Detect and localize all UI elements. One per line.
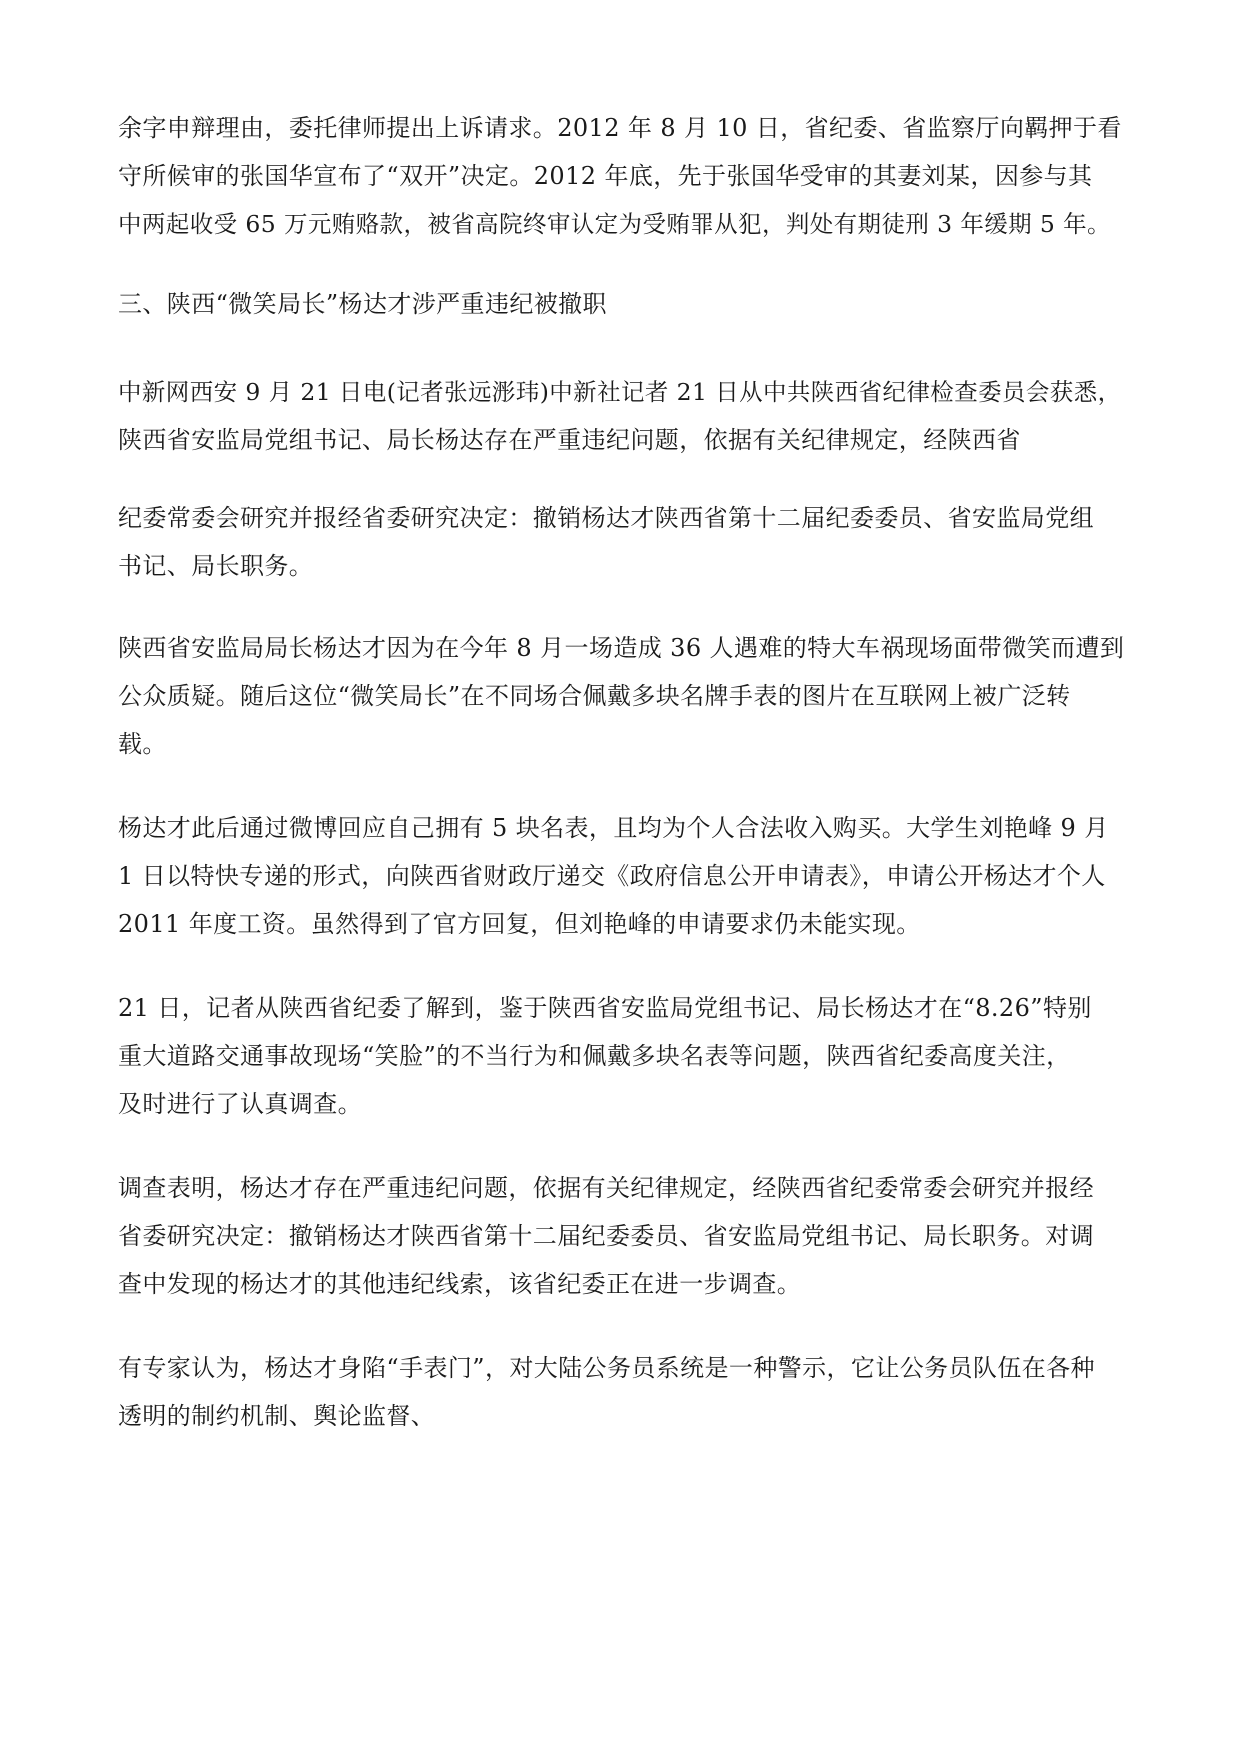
text-line: 调查表明，杨达才存在严重违纪问题，依据有关纪律规定，经陕西省纪委常委会研究并报经	[118, 1174, 1094, 1202]
text-line: 杨达才此后通过微博回应自己拥有 5 块名表，且均为个人合法收入购买。大学生刘艳峰 9 月	[118, 814, 1109, 842]
paragraph-decision	[118, 494, 1128, 590]
paragraph-findings	[118, 1164, 1128, 1308]
text-line: 书记、局长职务。	[118, 552, 314, 580]
text-line: 陕西省安监局党组书记、局长杨达存在严重违纪问题，依据有关纪律规定，经陕西省	[118, 426, 1021, 454]
paragraph-smile-controversy	[118, 624, 1128, 768]
heading-text: 三、陕西“微笑局长”杨达才涉严重违纪被撤职	[118, 290, 607, 318]
text-line: 余字申辩理由，委托律师提出上诉请求。2012 年 8 月 10 日，省纪委、省监察厅向羁押于看	[118, 114, 1122, 142]
text-line: 查中发现的杨达才的其他违纪线索，该省纪委正在进一步调查。	[118, 1270, 802, 1298]
paragraph-investigation	[118, 984, 1128, 1128]
paragraph-watches-response	[118, 804, 1128, 948]
paragraph-expert-view	[118, 1344, 1128, 1440]
text-line: 载。	[118, 730, 167, 758]
text-line: 省委研究决定：撤销杨达才陕西省第十二届纪委委员、省安监局党组书记、局长职务。对调	[118, 1222, 1094, 1250]
text-line: 2011 年度工资。虽然得到了官方回复，但刘艳峰的申请要求仍未能实现。	[118, 910, 921, 938]
text-line: 透明的制约机制、舆论监督、	[118, 1402, 436, 1430]
text-line: 有专家认为，杨达才身陷“手表门”，对大陆公务员系统是一种警示，它让公务员队伍在各种	[118, 1354, 1095, 1382]
text-line: 陕西省安监局局长杨达才因为在今年 8 月一场造成 36 人遇难的特大车祸现场面带微笑而遭到	[118, 634, 1125, 662]
section-heading	[118, 280, 1128, 328]
text-line: 21 日，记者从陕西省纪委了解到，鉴于陕西省安监局党组书记、局长杨达才在“8.26”特别	[118, 994, 1092, 1022]
text-line: 中新网西安 9 月 21 日电(记者张远浵玮)中新社记者 21 日从中共陕西省纪律检查委员会获悉，	[118, 378, 1122, 406]
text-line: 中两起收受 65 万元贿赂款，被省高院终审认定为受贿罪从犯，判处有期徒刑 3 年缓期 5 年。	[118, 210, 1111, 238]
text-line: 重大道路交通事故现场“笑脸”的不当行为和佩戴多块名表等问题，陕西省纪委高度关注，	[118, 1042, 1071, 1070]
text-line: 守所候审的张国华宣布了“双开”决定。2012 年底，先于张国华受审的其妻刘某，因参与其	[118, 162, 1093, 190]
text-line: 及时进行了认真调查。	[118, 1090, 362, 1118]
text-line: 1 日以特快专递的形式，向陕西省财政厅递交《政府信息公开申请表》，申请公开杨达才个人	[118, 862, 1106, 890]
text-line: 公众质疑。随后这位“微笑局长”在不同场合佩戴多块名牌手表的图片在互联网上被广泛转	[118, 682, 1071, 710]
text-line: 纪委常委会研究并报经省委研究决定：撤销杨达才陕西省第十二届纪委委员、省安监局党组	[118, 504, 1094, 532]
paragraph-appeal-and-sentence	[118, 104, 1128, 248]
paragraph-news-lead	[118, 368, 1128, 464]
